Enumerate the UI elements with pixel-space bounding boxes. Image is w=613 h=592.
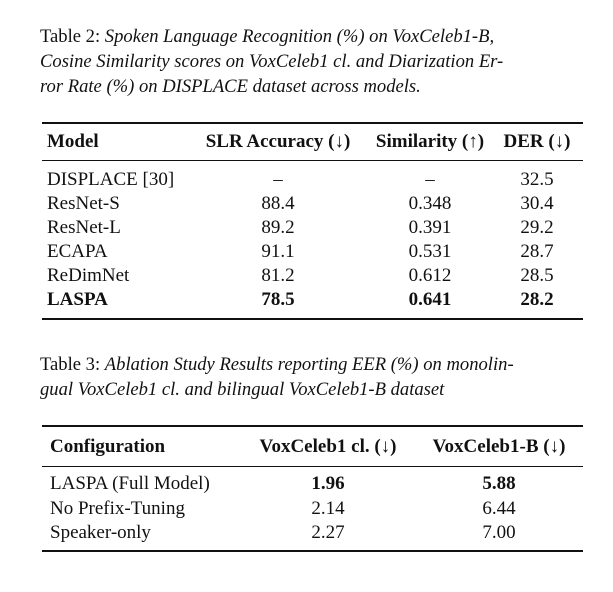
table2-row-similarity: 0.391 xyxy=(408,217,452,238)
table3-row-voxceleb1: 2.14 xyxy=(311,498,345,519)
table2-row-slr: 78.5 xyxy=(261,289,295,310)
table3-top-rule xyxy=(42,425,583,427)
table3-header-configuration: Configuration xyxy=(50,436,166,457)
table2-row-slr: – xyxy=(273,169,283,190)
table2-row-der: 32.5 xyxy=(520,169,554,190)
table3-caption-line-2: gual VoxCeleb1 cl. and bilingual VoxCeleb1-B dataset xyxy=(40,379,445,400)
table2-caption xyxy=(40,24,503,99)
table2-row-similarity: 0.612 xyxy=(408,265,452,286)
table2-row-slr: 91.1 xyxy=(261,241,295,262)
table3-row-voxcelebb: 6.44 xyxy=(482,498,516,519)
table2-row-slr: 88.4 xyxy=(261,193,295,214)
table3-row-voxceleb1: 1.96 xyxy=(311,473,345,494)
table2-row-similarity: – xyxy=(425,169,435,190)
table3-row-voxceleb1: 2.27 xyxy=(311,522,345,543)
table3-row-config: LASPA (Full Model) xyxy=(50,473,210,494)
table3-caption-lead: Table 3: xyxy=(40,354,101,375)
table2-row-der: 28.5 xyxy=(520,265,554,286)
table2-row-similarity: 0.348 xyxy=(408,193,452,214)
table2-top-rule xyxy=(42,122,583,124)
table3-bottom-rule xyxy=(42,550,583,552)
table2-row-model: ECAPA xyxy=(47,241,108,262)
table2-row-der: 28.7 xyxy=(520,241,554,262)
table2-row-model: LASPA xyxy=(47,289,108,310)
table3-row-config: Speaker-only xyxy=(50,522,151,543)
table2-caption-line-3: ror Rate (%) on DISPLACE dataset across models. xyxy=(40,76,421,97)
table2-header-slr: SLR Accuracy (↓) xyxy=(205,131,351,152)
table2-row-model: ReDimNet xyxy=(47,265,130,286)
table2-header-rule xyxy=(42,160,583,161)
table2-row-der: 29.2 xyxy=(520,217,554,238)
table2-row-similarity: 0.641 xyxy=(408,289,452,310)
table3-row-voxcelebb: 7.00 xyxy=(482,522,516,543)
table3-caption xyxy=(40,352,585,402)
table3-header-voxcelebb: VoxCeleb1-B (↓) xyxy=(432,436,566,457)
table2-header-der: DER (↓) xyxy=(503,131,571,152)
table2-row-der: 30.4 xyxy=(520,193,554,214)
table2-row-slr: 81.2 xyxy=(261,265,295,286)
table3-header-rule xyxy=(42,466,583,467)
table2-row-model: DISPLACE [30] xyxy=(47,169,175,190)
table2-caption-line-2: Cosine Similarity scores on VoxCeleb1 cl. and Diarization Er- xyxy=(40,51,504,72)
table2-row-model: ResNet-L xyxy=(47,217,121,238)
table3-header-voxceleb1: VoxCeleb1 cl. (↓) xyxy=(259,436,397,457)
table3-row-config: No Prefix-Tuning xyxy=(50,498,185,519)
table2-header-model: Model xyxy=(47,131,99,152)
table3-row-voxcelebb: 5.88 xyxy=(482,473,516,494)
table2-caption-line-1: Table 2: Spoken Language Recognition (%) on VoxCeleb1-B, xyxy=(40,26,495,47)
table2-row-der: 28.2 xyxy=(520,289,554,310)
table2-bottom-rule xyxy=(42,318,583,320)
table2-row-similarity: 0.531 xyxy=(408,241,452,262)
table2-caption-lead: Table 2: xyxy=(40,26,101,47)
table2-row-model: ResNet-S xyxy=(47,193,120,214)
table2-header-similarity: Similarity (↑) xyxy=(375,131,485,152)
table3-caption-line-1: Table 3: Ablation Study Results reporting EER (%) on monolin- xyxy=(40,354,514,375)
table2-row-slr: 89.2 xyxy=(261,217,295,238)
